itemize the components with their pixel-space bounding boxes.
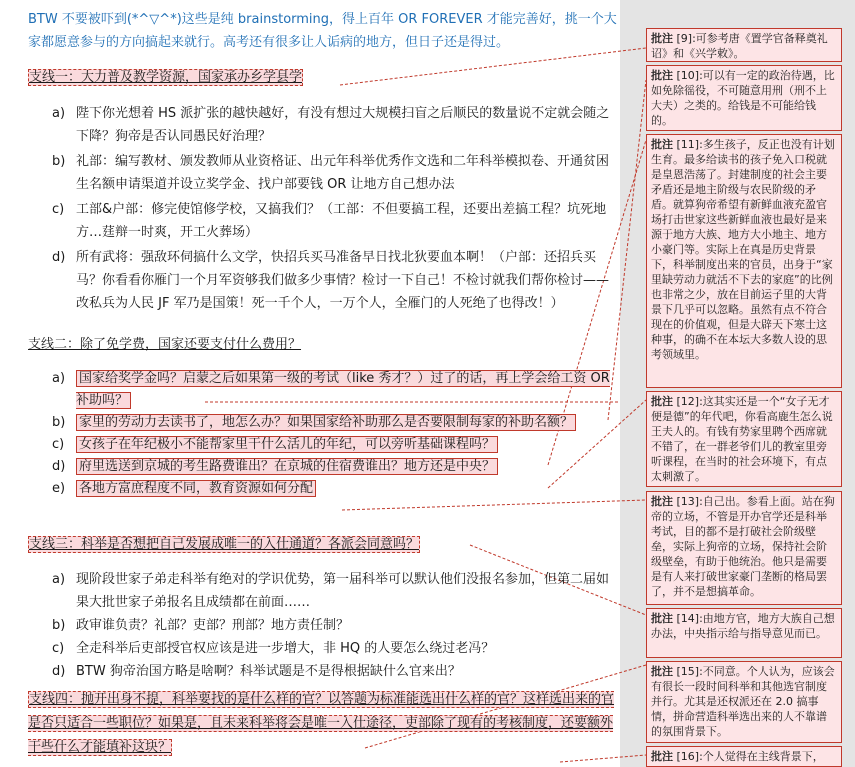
comment-11[interactable]: 批注 [11]:多生孩子，反正也没有计划生育。最多给读书的孩子免入口税就是皇恩浩荡了。封建制度的社会主要矛盾还是地主阶级与农民阶级的矛盾。就算狗帝希望有新鲜血液充盈官场打击世家这些新鲜血液也最好是来源于地方大族、地方大小地主、地方小豪门等。实际上在真是历史背景下，科举制度出来的官员，出身于“家里缺劳动力就活不下去的家庭”的比例也非常之少，放在目前运子里的大背景下几乎可以忽略。虽然有点不符合现在的价值观，但是大辟天下寒士这种事，的确不在本坛大多数人设的思考领域里。	[646, 134, 842, 388]
list-item: c) 工部&户部：修完使馆修学校，又搞我们？（工部：不但要搞工程，还要出差搞工程？坑死地方…莛辩一时爽，开工火葬场）	[52, 202, 607, 240]
list-item: c) 全走科举后吏部授官权应该是进一步增大，非 HQ 的人要怎么绕过老冯？	[52, 641, 495, 656]
list-item: a) 现阶段世家子弟走科举有绝对的学识优势，第一届科举可以默认他们没报名参加，但第二届如果大批世家子弟报名且成绩都在前面……	[52, 572, 610, 610]
list-item: d) 府里选送到京城的考生路费谁出？在京城的住宿费谁出？地方还是中央？	[0, 456, 620, 478]
list-item: c) 女孩子在年纪极小不能帮家里干什么活儿的年纪，可以旁听基础课程吗？	[0, 434, 620, 456]
section-heading-1: 支线一：大力普及教学资源，国家承办乡学县学	[29, 70, 303, 85]
section-2-list	[0, 368, 620, 500]
intro-paragraph: BTW 不要被吓到(*^▽^*)这些是纯 brainstorming，得上百年 OR FOREVER 才能完善好，挑一个大家都愿意参与的方向搞起来就行。高考还有很多让人诟病的地方，但日子还是得过。	[28, 12, 617, 50]
section-heading-2: 支线二：除了免学费，国家还要支付什么费用？	[28, 337, 302, 352]
section-heading-4: 支线四：抛开出身不提，科举要找的是什么样的官？以答题为标准能选出什么样的官？这样选出来的官是否只适合一些职位？如果是，且未来科举将会是唯一入仕途径，吏部除了现有的考核制度，还要额外干些什么才能填补这块？	[28, 692, 615, 755]
list-item: d) BTW 狗帝治国方略是啥啊？科举试题是不是得根据缺什么官来出？	[52, 664, 461, 679]
comment-12[interactable]: 批注 [12]:这其实还是一个“女子无才便是德”的年代吧，你看高鹿生怎么说王夫人的。有钱有势家里聘个西席就不错了，在一群老爷们儿的教室里旁听课程，在当时的社会环境下，有点太刺激了。	[646, 391, 842, 487]
section-3-list	[0, 568, 620, 683]
list-item: d) 所有武将：强敌环伺搞什么文学，快招兵买马准备早日找北狄要血本啊！（户部：还招兵买马？你看看你雁门一个月军资够我们做多少事情？检讨一下自己！不检讨就我们帮你检讨——改私兵为人民 JF 军乃是国策！死一千个人，一万个人，全雁门的人死绝了也得改！）	[52, 250, 610, 311]
comment-14[interactable]: 批注 [14]:由地方官，地方大族自己想办法，中央指示给与指导意见而已。	[646, 608, 842, 658]
section-heading-3: 支线三：科举是否想把自己发展成唯一的入仕通道？各派会同意吗？	[29, 537, 420, 552]
comment-16[interactable]: 批注 [16]:个人觉得在主线背景下，	[646, 746, 842, 767]
list-item: b) 家里的劳动力去读书了，地怎么办？如果国家给补助那么是否要限制每家的补助名额？	[0, 412, 620, 434]
section-1-list	[0, 102, 620, 315]
comment-10[interactable]: 批注 [10]:可以有一定的政治待遇，比如免除徭役，不可随意用刑（刑不上大夫）之类的。给钱是不可能给钱的。	[646, 65, 842, 131]
comment-9[interactable]: 批注 [9]:可参考唐《置学官备释奠礼诏》和《兴学敕》。	[646, 28, 842, 62]
list-item: e) 各地方富庶程度不同，教育资源如何分配	[0, 478, 620, 500]
list-item: b) 政审谁负责？礼部？吏部？刑部？地方责任制？	[52, 618, 350, 633]
comment-15[interactable]: 批注 [15]:不同意。个人认为，应该会有很长一段时间科举和其他选官制度并行。尤其是还权派还在 2.0 搞事情，拼命营造科举选出来的人不靠谱的氛围背景下。	[646, 661, 842, 743]
list-item: a) 国家给奖学金吗？启蒙之后如果第一级的考试（like 秀才？）过了的话，再上学会给工资 OR 补助吗？	[52, 371, 610, 408]
list-item: b) 礼部：编写教材、颁发教师从业资格证、出元年科举优秀作文选和二年科举模拟卷、开通贫困生名额申请渠道并设立奖学金、找户部要钱 OR 让地方自己想办法	[52, 154, 610, 192]
list-item: a) 陛下你光想着 HS 派扩张的越快越好，有没有想过大规模扫盲之后顺民的数量说不定就会随之下降？狗帝是否认同愚民好治理？	[52, 106, 610, 144]
comment-13[interactable]: 批注 [13]:自己出。参看上面。站在狗帝的立场，不管是开办官学还是科举考试，目的都不是打破社会阶级壁垒，实际上狗帝的立场，保持社会阶级壁垒，有助于他统治。他只是需要是有人来打破世家豪门垄断的格局罢了，并不是想搞革命。	[646, 491, 842, 605]
